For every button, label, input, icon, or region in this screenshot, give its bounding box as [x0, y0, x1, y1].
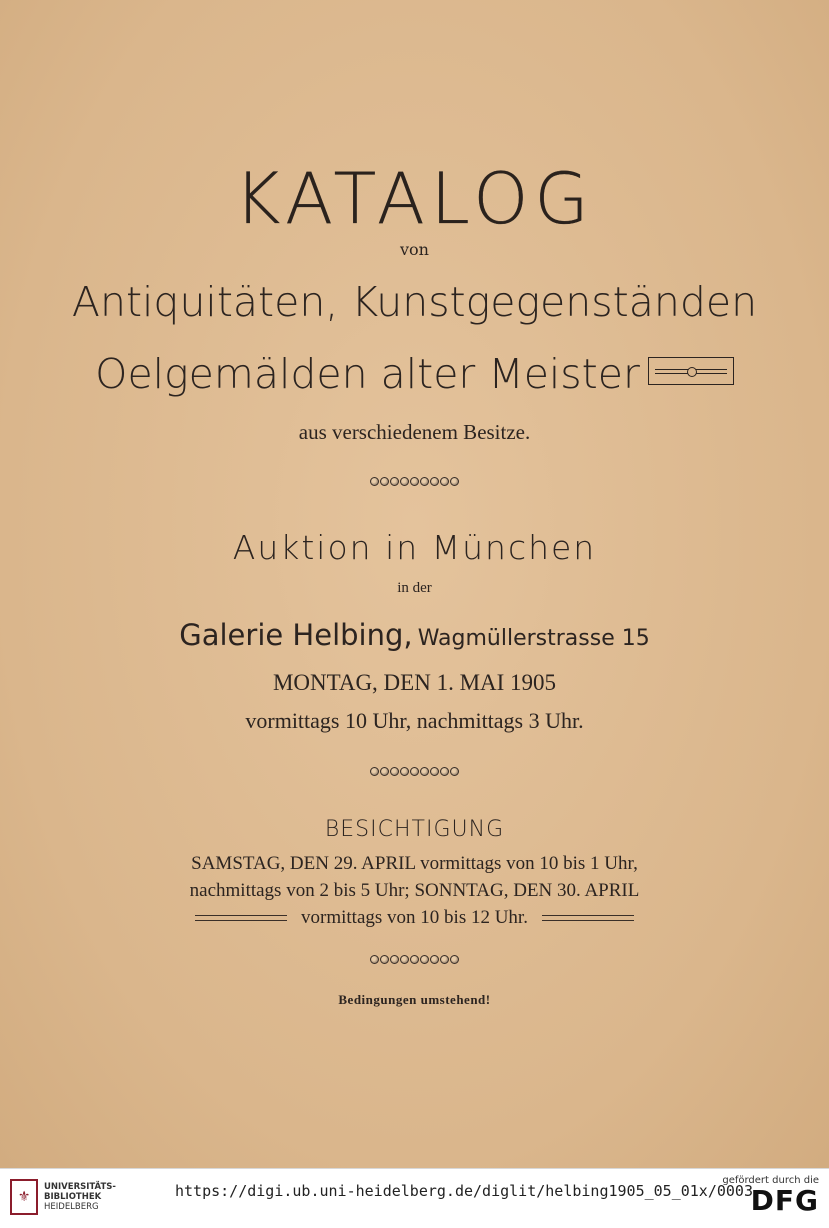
double-rule-right	[542, 915, 634, 921]
subject-line-2-text: Oelgemälden alter Meister	[95, 350, 640, 398]
viewing-line-3	[0, 907, 829, 929]
dot-divider-icon	[0, 955, 829, 964]
gallery-name: Galerie Helbing,	[179, 618, 413, 652]
dfg-logo[interactable]	[722, 1175, 819, 1216]
seal-icon: ⚜	[10, 1179, 38, 1215]
university-logo[interactable]	[10, 1179, 116, 1215]
permalink-url[interactable]: https://digi.ub.uni-heidelberg.de/diglit/helbing1905_05_01x/0003	[175, 1182, 753, 1200]
subject-line-1: Antiquitäten, Kunstgegenständen	[71, 278, 758, 326]
gallery-street: Wagmüllerstrasse 15	[417, 626, 650, 651]
viewer-footer	[0, 1168, 829, 1228]
double-rule-left	[195, 915, 287, 921]
viewing-line-3-text: vormittags von 10 bis 12 Uhr.	[301, 907, 528, 928]
dot-divider-icon	[0, 477, 829, 486]
viewing-heading: BESICHTIGUNG	[324, 817, 505, 842]
dfg-wordmark: DFG	[750, 1184, 819, 1217]
von-text: von	[400, 240, 429, 259]
besitz-text: aus verschiedenem Besitze.	[298, 420, 531, 444]
subject-line-2	[0, 350, 829, 398]
in-der-text: in der	[397, 580, 432, 596]
dot-divider-icon	[0, 767, 829, 776]
viewing-line-2: nachmittags von 2 bis 5 Uhr; SONNTAG, DEN 30. APRIL	[189, 880, 640, 901]
gallery-address	[0, 618, 829, 652]
auction-times: vormittags 10 Uhr, nachmittags 3 Uhr.	[245, 708, 584, 733]
auction-heading: Auktion in München	[232, 528, 597, 567]
dfg-caption: gefördert durch die	[722, 1175, 819, 1186]
viewing-line-1: SAMSTAG, DEN 29. APRIL vormittags von 10 bis 1 Uhr,	[191, 853, 638, 874]
university-name: UNIVERSITÄTS- BIBLIOTHEK HEIDELBERG	[44, 1182, 116, 1212]
catalog-title: KATALOG	[234, 158, 595, 240]
auction-date: MONTAG, DEN 1. MAI 1905	[272, 670, 557, 695]
conditions-note: Bedingungen umstehend!	[338, 992, 491, 1007]
ornament-icon	[648, 357, 734, 385]
